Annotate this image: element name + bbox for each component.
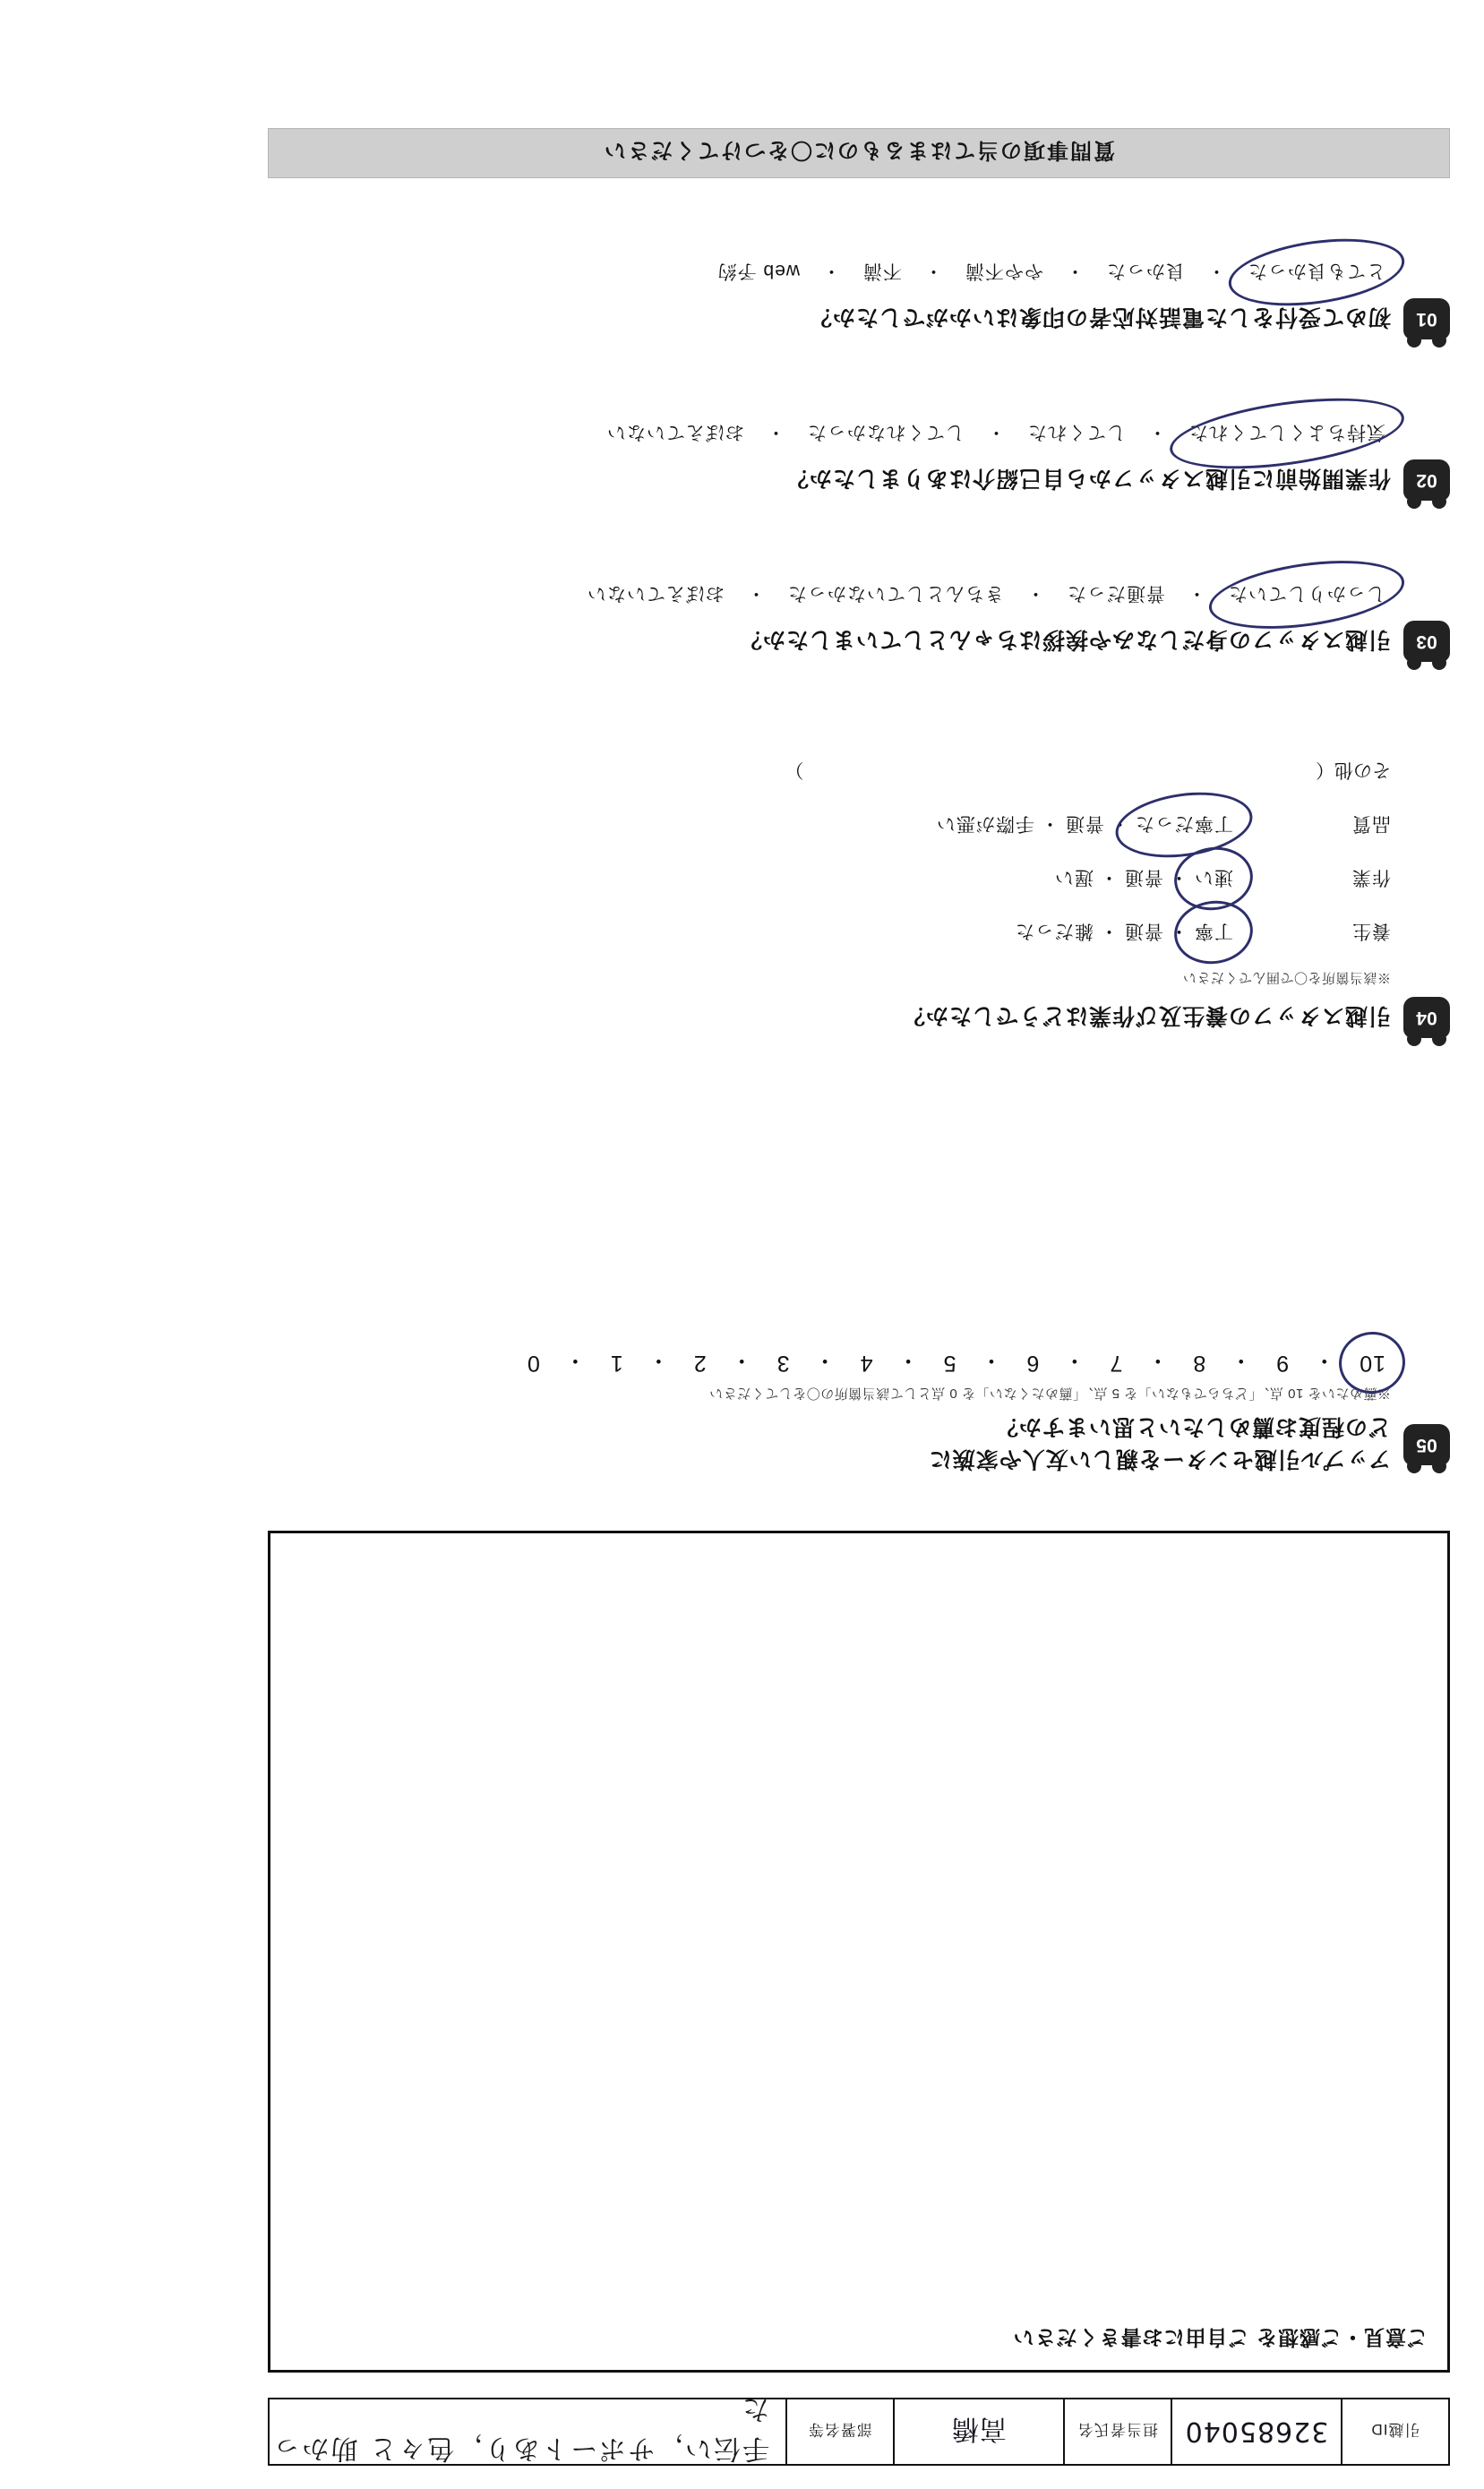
- question-04-badge: 04: [1403, 997, 1450, 1038]
- question-03-badge: 03: [1403, 621, 1450, 662]
- q01-choice-0[interactable]: とても良かった: [1242, 255, 1391, 289]
- question-04-row-sagyo[interactable]: [268, 862, 1391, 896]
- question-block-02: [268, 416, 1450, 501]
- scale-option-5[interactable]: 5: [942, 1351, 956, 1376]
- question-05-note: ※薦めたいを 10 点、「どちらでもない」を 5 点、「薦めたくない」を 0 点として該当箇所の〇をしてください: [708, 1386, 1391, 1401]
- q03-choice-3[interactable]: おぼえていない: [587, 583, 725, 604]
- question-04-note: ※該当箇所を〇で囲んでください: [1182, 970, 1391, 985]
- header-staff-label: 担当者氏名: [1063, 2399, 1171, 2464]
- other-close: ）: [785, 760, 804, 780]
- scale-option-8[interactable]: 8: [1192, 1351, 1206, 1376]
- scale-dot: ・: [1312, 1348, 1336, 1374]
- scale-dot: ・: [979, 1348, 1003, 1374]
- question-01-text: 初めて受付をした電話対応者の印象はいかがでしたか？: [808, 305, 1391, 330]
- scale-dot: ・: [1229, 1348, 1253, 1374]
- scale-dot: ・: [896, 1348, 920, 1374]
- row-sep: ・: [1099, 867, 1119, 888]
- scale-option-3[interactable]: 3: [776, 1351, 790, 1376]
- question-02-text: 作業開始前に引越スタッフから自己紹介はありましたか？: [785, 466, 1391, 491]
- q02-choice-1[interactable]: してくれた: [1027, 422, 1126, 442]
- q02-choice-3[interactable]: おぼえていない: [606, 422, 744, 442]
- question-02-choices[interactable]: [268, 416, 1391, 451]
- free-comment-label: ご意見・ご感想を ご自由にお書きください: [1012, 2326, 1428, 2349]
- scale-option-0[interactable]: 0: [526, 1351, 540, 1376]
- choice-sep: ・: [1206, 261, 1226, 281]
- q01-choice-2[interactable]: やや不満: [965, 261, 1043, 281]
- header-dept-label: 部署名等: [785, 2399, 893, 2464]
- row-option-mid[interactable]: 普通: [1124, 921, 1163, 941]
- question-04-row-hinshitsu[interactable]: [268, 808, 1391, 842]
- row-sep: ・: [1099, 921, 1119, 941]
- scale-dot: ・: [812, 1348, 836, 1374]
- scale-dot: ・: [1145, 1348, 1170, 1374]
- q01-choice-4[interactable]: web 予約: [716, 261, 800, 281]
- q03-choice-2[interactable]: きちんとしていなかった: [787, 583, 1004, 604]
- row-option-mid[interactable]: 普通: [1065, 813, 1104, 834]
- row-axis-label: 品質: [1351, 813, 1391, 834]
- header-staff-value: 高橋: [893, 2399, 1063, 2464]
- header-note-value: 手伝い，サポートあり，色々と 助かった: [271, 2393, 769, 2464]
- scale-option-10[interactable]: 10: [1353, 1346, 1391, 1379]
- choice-sep: ・: [1147, 422, 1167, 442]
- scale-dot: ・: [1062, 1348, 1086, 1374]
- row-sep: ・: [1110, 813, 1129, 834]
- free-comment-box[interactable]: [268, 1531, 1450, 2373]
- question-block-03: [268, 578, 1450, 662]
- row-option-left[interactable]: 速い: [1188, 862, 1239, 896]
- row-axis-label: 作業: [1351, 867, 1391, 888]
- header-row: [268, 2393, 1450, 2466]
- survey-title-band: 質問事項の当てはまるものに〇をつけてください: [268, 128, 1450, 178]
- question-01-badge: 01: [1403, 298, 1450, 339]
- row-sep: ・: [1040, 813, 1059, 834]
- scale-dot: ・: [729, 1348, 753, 1374]
- question-05-head: [268, 1412, 1450, 1477]
- question-05-text-line2: どの程度お薦めしたいと思いますか？: [994, 1414, 1391, 1439]
- choice-sep: ・: [746, 583, 766, 604]
- scale-option-6[interactable]: 6: [1025, 1351, 1040, 1376]
- question-03-choices[interactable]: [268, 578, 1391, 612]
- question-03-text: 引越スタッフの身だしなみや挨拶はちゃんとしていましたか？: [738, 627, 1391, 652]
- question-block-04: [268, 758, 1450, 1038]
- choice-sep: ・: [986, 422, 1006, 442]
- row-sep: ・: [1169, 867, 1188, 888]
- question-04-text: 引越スタッフの養生及び作業はどうでしたか？: [901, 1003, 1391, 1028]
- question-05-text: アップル引越センターを親しい友人や家族に: [928, 1446, 1391, 1472]
- question-05-scale[interactable]: [268, 1346, 1391, 1379]
- scale-dot: ・: [562, 1348, 587, 1374]
- question-05-badge: 05: [1403, 1424, 1450, 1465]
- choice-sep: ・: [766, 422, 785, 442]
- q02-choice-0[interactable]: 気持ちよくしてくれた: [1183, 416, 1391, 451]
- choice-sep: ・: [1025, 583, 1045, 604]
- header-id-value: 32685040: [1171, 2399, 1341, 2464]
- question-04-row-yojo[interactable]: [268, 915, 1391, 949]
- choice-sep: ・: [821, 261, 841, 281]
- row-sep: ・: [1169, 921, 1188, 941]
- row-option-right[interactable]: 手際が悪い: [936, 813, 1034, 834]
- row-option-left[interactable]: 丁寧: [1188, 915, 1239, 949]
- row-option-right[interactable]: 遅い: [1054, 867, 1094, 888]
- choice-sep: ・: [1187, 583, 1206, 604]
- question-04-other[interactable]: [268, 758, 1391, 785]
- choice-sep: ・: [1065, 261, 1085, 281]
- other-label: その他（: [1316, 760, 1391, 780]
- question-01-choices[interactable]: [268, 255, 1391, 289]
- q03-choice-1[interactable]: 普通だった: [1067, 583, 1165, 604]
- q03-choice-0[interactable]: しっかりしていた: [1222, 578, 1391, 612]
- row-option-left[interactable]: 丁寧だった: [1129, 808, 1239, 842]
- question-04-head: [268, 997, 1450, 1038]
- choice-sep: ・: [923, 261, 943, 281]
- header-id-label: 引越ID: [1341, 2399, 1448, 2464]
- q01-choice-1[interactable]: 良かった: [1106, 261, 1185, 281]
- question-02-badge: 02: [1403, 459, 1450, 501]
- scale-option-7[interactable]: 7: [1109, 1351, 1123, 1376]
- scale-option-9[interactable]: 9: [1275, 1351, 1290, 1376]
- q01-choice-3[interactable]: 不満: [862, 261, 902, 281]
- question-block-01: [268, 255, 1450, 339]
- q02-choice-2[interactable]: してくれなかった: [807, 422, 965, 442]
- scale-option-4[interactable]: 4: [859, 1351, 873, 1376]
- scale-option-1[interactable]: 1: [609, 1351, 623, 1376]
- row-axis-label: 養生: [1351, 921, 1391, 941]
- question-block-05: [268, 1346, 1450, 1477]
- scale-option-2[interactable]: 2: [692, 1351, 707, 1376]
- scale-dot: ・: [646, 1348, 670, 1374]
- row-option-mid[interactable]: 普通: [1124, 867, 1163, 888]
- row-option-right[interactable]: 雑だった: [1015, 921, 1094, 941]
